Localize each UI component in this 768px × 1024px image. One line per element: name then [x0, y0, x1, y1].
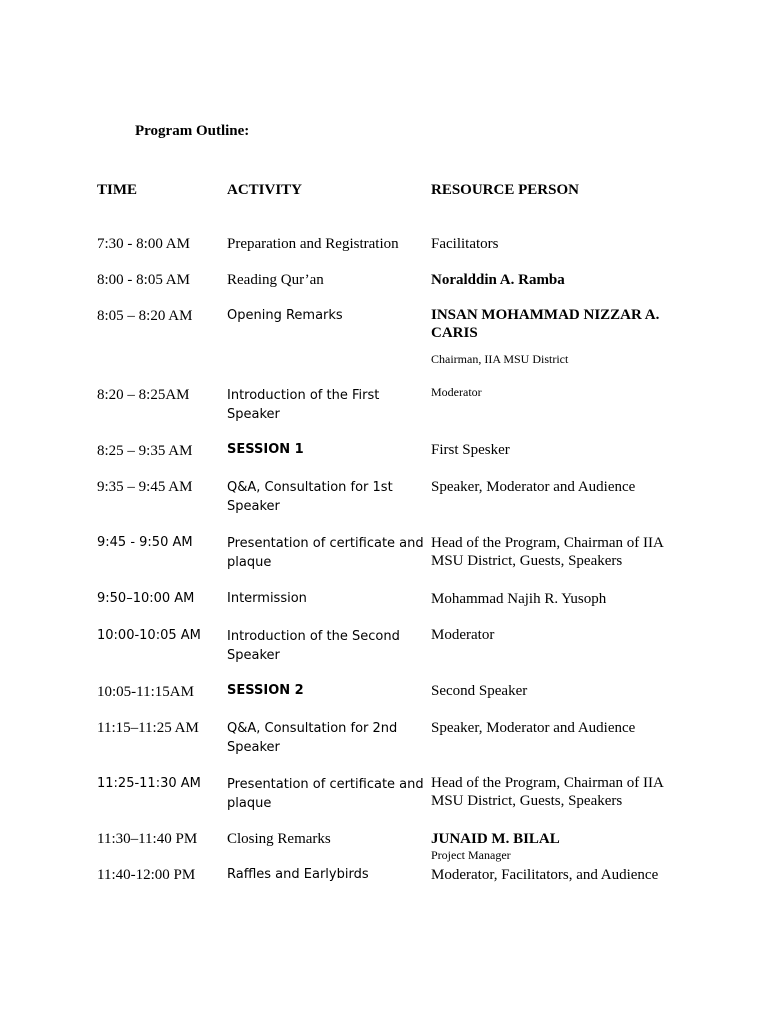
- row-activity: Closing Remarks: [227, 831, 331, 847]
- row-resource: INSAN MOHAMMAD NIZZAR A. CARIS: [431, 307, 660, 341]
- row-activity: Reading Qur’an: [227, 272, 324, 288]
- row-activity: Q&A, Consultation for 1st Speaker: [227, 480, 393, 514]
- row-time: 11:25-11:30 AM: [97, 776, 201, 791]
- row-activity: Intermission: [227, 591, 307, 606]
- row-activity: Introduction of the Second Speaker: [227, 629, 400, 663]
- row-resource: Head of the Program, Chairman of IIA MSU District, Guests, Speakers: [431, 775, 664, 809]
- row-activity: Q&A, Consultation for 2nd Speaker: [227, 721, 398, 755]
- row-time: 9:45 - 9:50 AM: [97, 535, 193, 550]
- header-activity: ACTIVITY: [227, 182, 303, 198]
- row-resource: Speaker, Moderator and Audience: [431, 720, 636, 736]
- row-activity: Presentation of certificate and plaque: [227, 536, 424, 570]
- row-activity: Presentation of certificate and plaque: [227, 777, 424, 811]
- row-activity: Raffles and Earlybirds: [227, 867, 369, 882]
- row-activity: SESSION 1: [227, 442, 304, 457]
- header-resource-person: RESOURCE PERSON: [431, 182, 579, 198]
- row-resource: Moderator: [431, 627, 495, 643]
- row-time: 7:30 - 8:00 AM: [97, 236, 190, 252]
- row-time: 8:25 – 9:35 AM: [97, 443, 193, 459]
- row-resource: First Spesker: [431, 442, 510, 458]
- row-time: 8:20 – 8:25AM: [97, 387, 190, 403]
- row-time: 9:50–10:00 AM: [97, 591, 195, 606]
- page-title: Program Outline:: [135, 123, 250, 139]
- row-time: 9:35 – 9:45 AM: [97, 479, 193, 495]
- row-activity: Opening Remarks: [227, 308, 343, 323]
- row-resource: Head of the Program, Chairman of IIA MSU District, Guests, Speakers: [431, 535, 664, 569]
- row-resource-subtitle: Project Manager: [431, 848, 511, 862]
- row-resource: Moderator: [431, 385, 482, 399]
- row-activity: Preparation and Registration: [227, 236, 399, 252]
- row-resource: Noralddin A. Ramba: [431, 272, 565, 288]
- row-resource: JUNAID M. BILAL: [431, 831, 560, 847]
- row-time: 11:15–11:25 AM: [97, 720, 199, 736]
- row-time: 10:05-11:15AM: [97, 684, 194, 700]
- row-resource-subtitle: Chairman, IIA MSU District: [431, 352, 569, 366]
- row-activity: SESSION 2: [227, 683, 304, 698]
- row-resource: Mohammad Najih R. Yusoph: [431, 591, 607, 607]
- row-activity: Introduction of the First Speaker: [227, 388, 380, 422]
- row-time: 8:00 - 8:05 AM: [97, 272, 190, 288]
- row-resource: Facilitators: [431, 236, 499, 252]
- row-resource: Moderator, Facilitators, and Audience: [431, 867, 659, 883]
- row-time: 8:05 – 8:20 AM: [97, 308, 193, 324]
- row-time: 10:00-10:05 AM: [97, 628, 201, 643]
- row-resource: Second Speaker: [431, 683, 528, 699]
- row-time: 11:40-12:00 PM: [97, 867, 196, 883]
- header-time: TIME: [97, 182, 138, 198]
- row-resource: Speaker, Moderator and Audience: [431, 479, 636, 495]
- row-time: 11:30–11:40 PM: [97, 831, 198, 847]
